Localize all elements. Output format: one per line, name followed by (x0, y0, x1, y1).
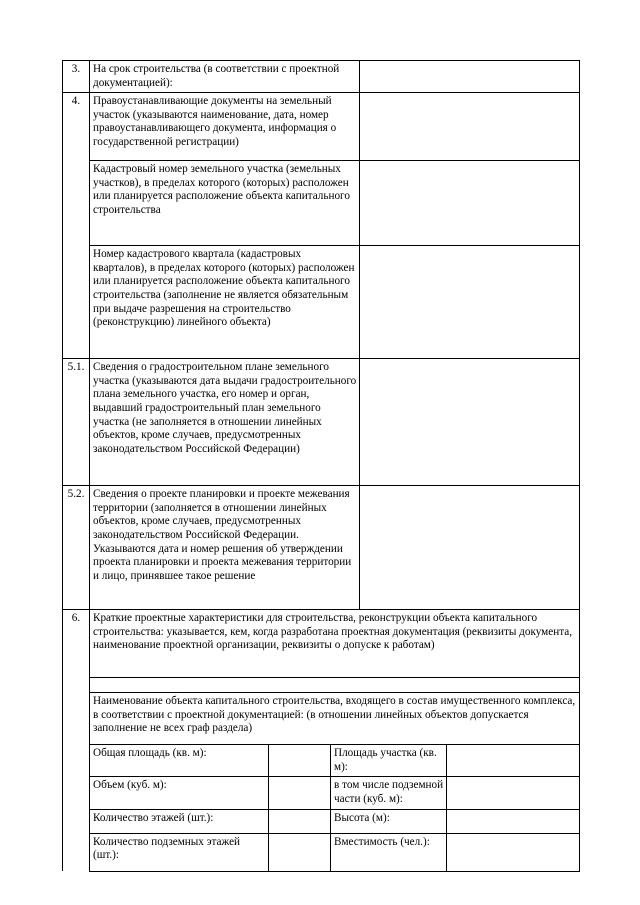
row-6-spacer (63, 678, 580, 693)
row-6 (63, 610, 580, 678)
char-value[interactable] (269, 777, 331, 809)
char-value[interactable] (447, 833, 580, 871)
char-row (63, 777, 580, 809)
permit-form-table (62, 60, 580, 872)
char-label: Вместимость (чел.): (331, 833, 447, 871)
field-value[interactable] (360, 161, 580, 246)
char-row (63, 833, 580, 871)
char-label: Количество подземных этажей (шт.): (90, 833, 269, 871)
row-6-object-name (63, 693, 580, 745)
char-label: Высота (м): (331, 809, 447, 833)
row-4 (63, 93, 580, 161)
row-number: 5.1. (63, 359, 90, 486)
char-value[interactable] (269, 833, 331, 871)
field-label: Сведения о градостроительном плане земельного участка (указываются дата выдачи градостроительного плана земельного участка, его номер и орган, выдавший градостроительный план земельного участка (не заполняется в отношении линейных объектов, кроме случаев, предусмотренных законодательством Российской Федерации) (90, 359, 360, 486)
field-value[interactable] (360, 486, 580, 610)
row-number: 4. (63, 93, 90, 359)
row-number: 3. (63, 61, 90, 93)
field-value[interactable] (360, 61, 580, 93)
char-value[interactable] (447, 809, 580, 833)
char-label: в том числе подземной части (куб. м): (331, 777, 447, 809)
field-label: Номер кадастрового квартала (кадастровых кварталов), в пределах которого (которых) расположен или планируется расположение объекта капитального строительства (заполнение не является обязательным при выдаче разрешения на строительство (реконструкцию) линейного объекта) (90, 246, 360, 359)
char-row (63, 809, 580, 833)
row-5-2 (63, 486, 580, 610)
row-number: 6. (63, 610, 90, 871)
char-value[interactable] (447, 777, 580, 809)
char-label: Объем (куб. м): (90, 777, 269, 809)
row-5-1 (63, 359, 580, 486)
field-label: Краткие проектные характеристики для строительства, реконструкции объекта капитального строительства: указывается, кем, когда разработана проектная документация (реквизиты документа, наименование проектной организации, реквизиты о допуске к работам) (90, 610, 580, 678)
char-label: Площадь участка (кв. м): (331, 745, 447, 777)
char-label: Общая площадь (кв. м): (90, 745, 269, 777)
field-value[interactable] (360, 93, 580, 161)
row-3 (63, 61, 580, 93)
field-label: На срок строительства (в соответствии с проектной документацией): (90, 61, 360, 93)
row-4-cadastral-quarter (63, 246, 580, 359)
row-number: 5.2. (63, 486, 90, 610)
field-value[interactable] (360, 359, 580, 486)
field-label: Кадастровый номер земельного участка (земельных участков), в пределах которого (которых) расположен или планируется расположение объекта капитального строительства (90, 161, 360, 246)
char-value[interactable] (269, 809, 331, 833)
char-row (63, 745, 580, 777)
field-label: Сведения о проекте планировки и проекте межевания территории (заполняется в отношении линейных объектов, кроме случаев, предусмотренных законодательством Российской Федерации. Указываются дата и номер решения об утверждении проекта планировки и проекта межевания территории и лицо, принявшее такое решение (90, 486, 360, 610)
field-value[interactable] (360, 246, 580, 359)
field-label: Наименование объекта капитального строительства, входящего в состав имущественного комплекса, в соответствии с проектной документацией: (в отношении линейных объектов допускается заполнение не всех граф раздела) (90, 693, 580, 745)
row-4-cadastral-number (63, 161, 580, 246)
char-value[interactable] (447, 745, 580, 777)
empty-line[interactable] (90, 678, 580, 693)
char-value[interactable] (269, 745, 331, 777)
char-label: Количество этажей (шт.): (90, 809, 269, 833)
field-label: Правоустанавливающие документы на земельный участок (указываются наименование, дата, номер правоустанавливающего документа, информация о государственной регистрации) (90, 93, 360, 161)
